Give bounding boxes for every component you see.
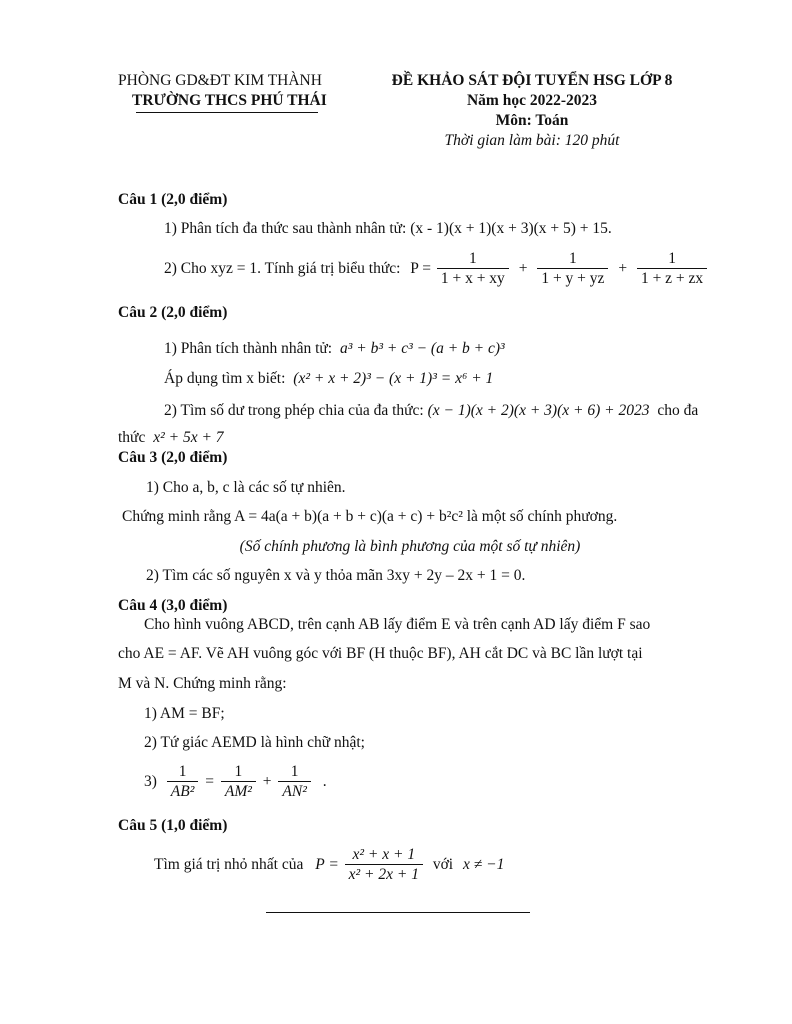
q3-note: (Số chính phương là bình phương của một số tự nhiên) bbox=[239, 538, 581, 555]
q4-fraction-ab: $\frac{1}{\text{AB²}}$ bbox=[167, 762, 199, 801]
q2-title: Câu 2 (2,0 điểm) bbox=[118, 304, 228, 321]
school-name: TRƯỜNG THCS PHÚ THÁI bbox=[132, 92, 327, 109]
q4-item1: 1) AM = BF; bbox=[144, 705, 225, 722]
school-year: Năm học 2022-2023 bbox=[466, 92, 598, 109]
q1-p-lhs: P = bbox=[410, 259, 431, 277]
q2-part1: 1) Phân tích thành nhân tử: a³ + b³ + c³ − (a + b + c)³ bbox=[164, 340, 505, 357]
q1-fraction-1: $\frac{1}{1 + x + xy}$ bbox=[437, 249, 509, 288]
q2-part2-cont: thức x² + 5x + 7 bbox=[118, 429, 224, 446]
q2-part2-math: (x − 1)(x + 2)(x + 3)(x + 6) + 2023 bbox=[427, 402, 650, 419]
school-underline bbox=[136, 112, 318, 113]
q3-part1: 1) Cho a, b, c là các số tự nhiên. bbox=[146, 479, 346, 496]
q4-fraction-an: $\frac{1}{\text{AN²}}$ bbox=[278, 762, 310, 801]
q1-title: Câu 1 (2,0 điểm) bbox=[118, 191, 228, 208]
q1-part2: 2) Cho xyz = 1. Tính giá trị biểu thức: P = $\frac{1}{1 + x + xy}$ + $\frac{1}{1 + y + yz}$ + $\frac{1}{1 + z + zx}$ bbox=[164, 249, 707, 288]
end-divider bbox=[266, 912, 530, 913]
q2-part2-cont-math: x² + 5x + 7 bbox=[153, 429, 224, 446]
q4-line3: M và N. Chứng minh rằng: bbox=[118, 675, 287, 692]
q2-part1-math: a³ + b³ + c³ − (a + b + c)³ bbox=[339, 340, 505, 357]
q4-item2: 2) Tứ giác AEMD là hình chữ nhật; bbox=[144, 734, 365, 751]
q2-part1b-math: (x² + x + 2)³ − (x + 1)³ = x⁶ + 1 bbox=[293, 370, 494, 387]
q4-line1: Cho hình vuông ABCD, trên cạnh AB lấy điểm E và trên cạnh AD lấy điểm F sao bbox=[144, 616, 651, 633]
q1-fraction-3: $\frac{1}{1 + z + zx}$ bbox=[637, 249, 707, 288]
q4-title: Câu 4 (3,0 điểm) bbox=[118, 597, 228, 614]
q5-title: Câu 5 (1,0 điểm) bbox=[118, 817, 228, 834]
exam-title: ĐỀ KHẢO SÁT ĐỘI TUYỂN HSG LỚP 8 bbox=[391, 72, 673, 89]
q5-fraction: $\frac{\text{x² + x + 1}}{\text{x² + 2x + 1}}$ bbox=[345, 845, 423, 884]
q4-line2: cho AE = AF. Vẽ AH vuông góc với BF (H thuộc BF), AH cắt DC và BC lần lượt tại bbox=[118, 645, 643, 662]
department-name: PHÒNG GD&ĐT KIM THÀNH bbox=[118, 72, 322, 89]
q3-title: Câu 3 (2,0 điểm) bbox=[118, 449, 228, 466]
q2-part2: 2) Tìm số dư trong phép chia của đa thức: (x − 1)(x + 2)(x + 3)(x + 6) + 2023 cho đa bbox=[164, 402, 699, 419]
q2-part1b: Áp dụng tìm x biết: (x² + x + 2)³ − (x + 1)³ = x⁶ + 1 bbox=[164, 370, 494, 387]
subject: Môn: Toán bbox=[495, 112, 569, 129]
q5-question: Tìm giá trị nhỏ nhất của P = $\frac{\text{x² + x + 1}}{\text{x² + 2x + 1}}$ với x ≠ −1 bbox=[154, 846, 505, 883]
q1-part1: 1) Phân tích đa thức sau thành nhân tử: (x - 1)(x + 1)(x + 3)(x + 5) + 15. bbox=[164, 220, 612, 237]
q4-item3: 3) $\frac{1}{\text{AB²}}$ = $\frac{1}{\text{AM²}}$ + $\frac{1}{\text{AN²}}$ . bbox=[144, 763, 327, 800]
q1-fraction-2: $\frac{1}{1 + y + yz}$ bbox=[537, 249, 608, 288]
q1-part2-text: 2) Cho xyz = 1. Tính giá trị biểu thức: bbox=[164, 259, 401, 277]
q4-fraction-am: $\frac{1}{\text{AM²}}$ bbox=[221, 762, 256, 801]
q3-part2: 2) Tìm các số nguyên x và y thỏa mãn 3xy + 2y – 2x + 1 = 0. bbox=[146, 567, 526, 584]
q3-part1b: Chứng minh rằng A = 4a(a + b)(a + b + c)(a + c) + b²c² là một số chính phương. bbox=[122, 508, 618, 525]
time-limit: Thời gian làm bài: 120 phút bbox=[444, 132, 620, 149]
